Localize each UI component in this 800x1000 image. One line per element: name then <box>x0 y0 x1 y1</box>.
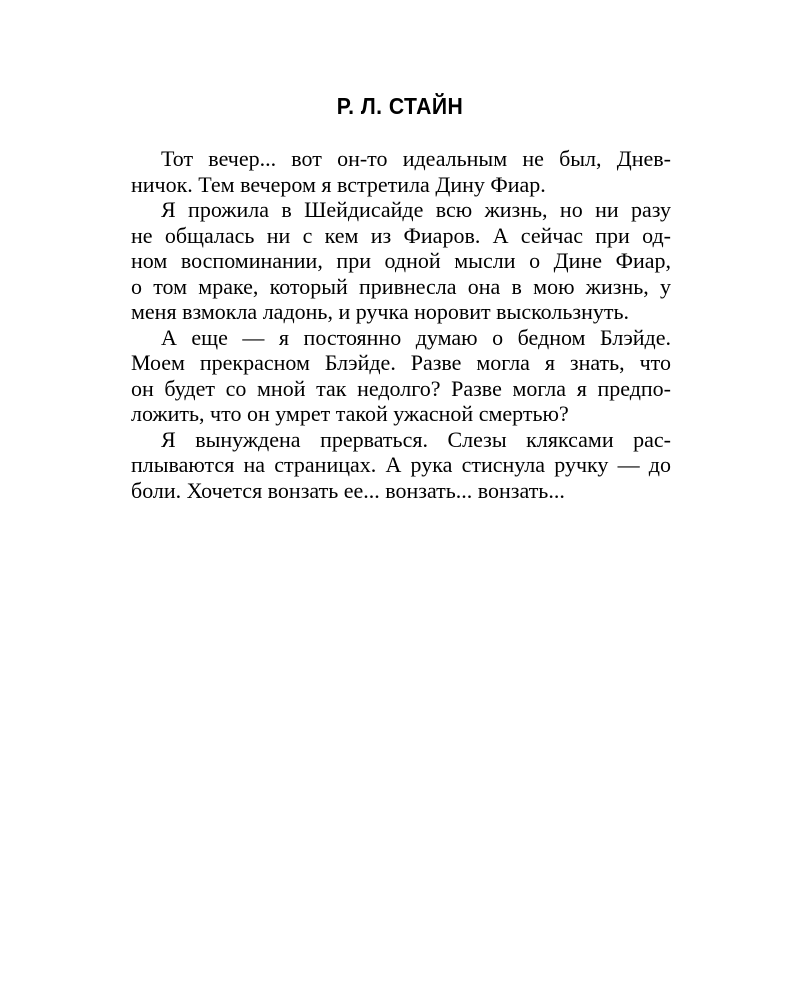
text-line: он будет со мной так недолго? Разве могла я предпо- <box>131 375 671 401</box>
text-line: боли. Хочется вонзать ее... вонзать... вонзать... <box>131 477 565 503</box>
body-text <box>131 146 671 503</box>
text-line: А еще — я постоянно думаю о бедном Блэйде. <box>161 324 671 350</box>
text-line: Я прожила в Шейдисайде всю жизнь, но ни разу <box>161 197 671 222</box>
text-line: Моем прекрасном Блэйде. Разве могла я знать, что <box>131 350 671 375</box>
text-line: ном воспоминании, при одной мысли о Дине Фиар, <box>131 248 671 273</box>
text-line: Тот вечер... вот он-то идеальным не был, Днев- <box>161 146 671 171</box>
running-head-author: Р. Л. СТАЙН <box>336 93 464 119</box>
text-line: ничок. Тем вечером я встретила Дину Фиар. <box>131 171 546 197</box>
text-line: меня взмокла ладонь, и ручка норовит выскользнуть. <box>131 299 629 324</box>
text-line: ложить, что он умрет такой ужасной смертью? <box>131 401 569 426</box>
text-line: плываются на страницах. А рука стиснула ручку — до <box>131 452 671 477</box>
text-line: не общалась ни с кем из Фиаров. А сейчас при од- <box>131 222 671 248</box>
text-line: Я вынуждена прерваться. Слезы кляксами рас- <box>161 426 671 452</box>
text-line: о том мраке, который привнесла она в мою жизнь, у <box>131 273 671 299</box>
